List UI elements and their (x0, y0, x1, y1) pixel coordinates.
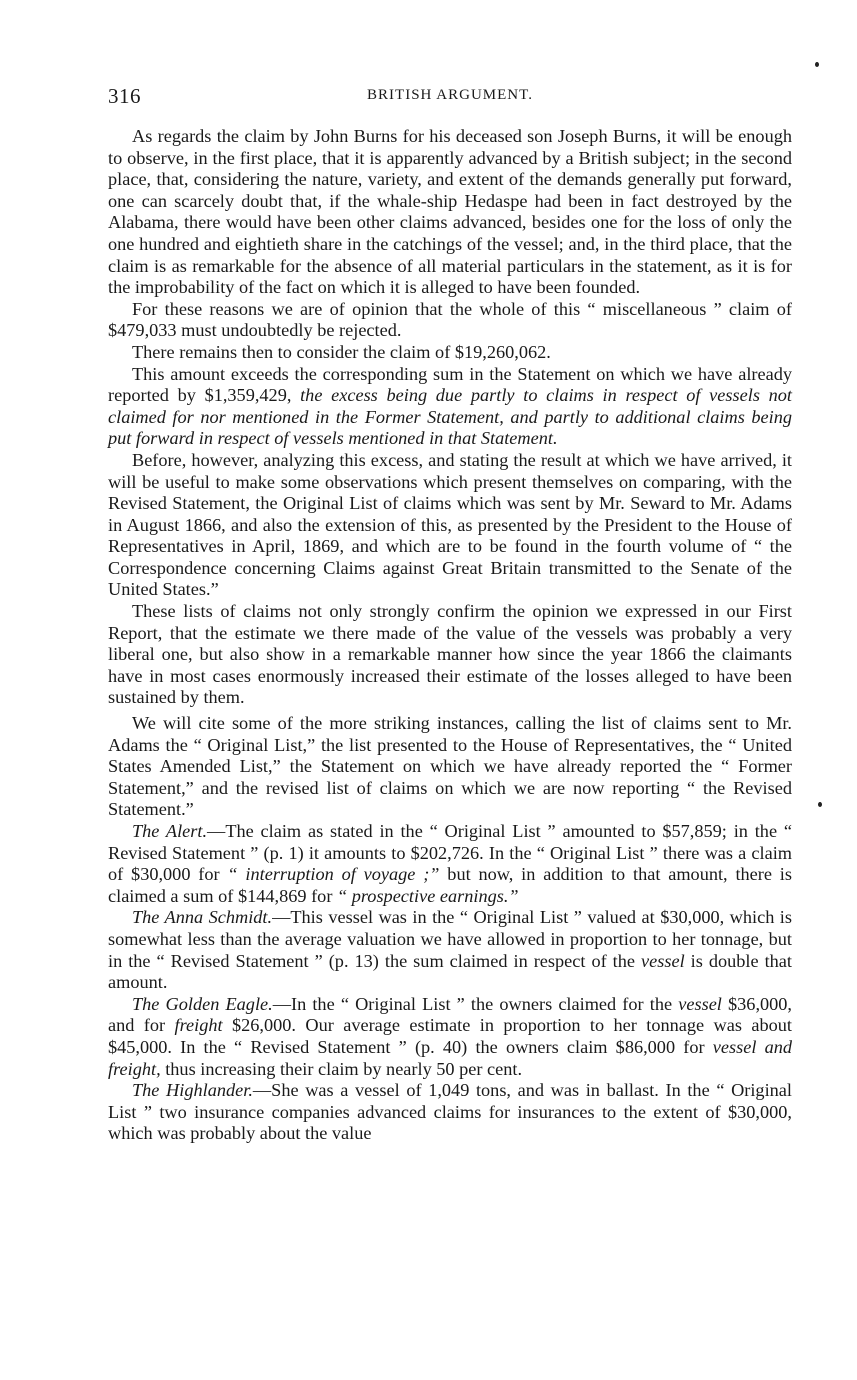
paragraph-remaining-claim: There remains then to consider the claim of $19,260,062. (132, 341, 551, 362)
running-head: BRITISH ARGUMENT. (367, 87, 533, 103)
golden-eagle-text-4: thus increasing their claim by nearly 50 per cent. (160, 1058, 523, 1079)
golden-eagle-italic-2: freight (174, 1015, 223, 1036)
alert-italic-1: “ interruption of voyage ;” (227, 864, 440, 885)
paragraph-original-list: Before, however, analyzing this excess, and stating the result at which we have arrived, it will be useful to make some observations which present themselves on comparing, with the Revised Statement, the Original List of claims which was sent by Mr. Seward to Mr. Adams in August 1866, and also the extension of this, as presented by the President to the House of Representatives in April, 1869, and which are to be found in the fourth volume of “ the Correspondence concerning Claims against Great Britain transmitted to the Senate of the United States.” (108, 449, 792, 600)
page-number: 316 (108, 84, 141, 108)
ink-speck-right-margin (818, 802, 822, 807)
paragraph-alert (108, 821, 792, 907)
ship-name-golden-eagle: The Golden Eagle. (132, 993, 273, 1014)
document-page (108, 84, 792, 1145)
anna-schmidt-text-2: is double that amount. (108, 950, 792, 993)
golden-eagle-text-3: $26,000. Our average estimate in proportion to her tonnage was about $45,000. In the “ Revised Statement ” (p. 40) the owners claim $86,000 for (108, 1015, 792, 1057)
alert-italic-2: “ prospective earnings.” (336, 885, 519, 906)
paragraph-lists-confirm: These lists of claims not only strongly confirm the opinion we expressed in our First Report, that the estimate we there made of the value of the vessels was probably a very liberal one, but also show in a remarkable manner how since the year 1866 the claimants have in most cases enormously increased their estimate of the losses alleged to have been sustained by them. (108, 601, 792, 708)
paragraph-instances-cited: We will cite some of the more striking instances, calling the list of claims sent to Mr. Adams the “ Original List,” the list presented to the House of Representatives, the “ United States Amended List,” the Statement on which we have already reported the “ Former Statement,” and the revised list of claims on which we are now reporting “ the Revised Statement.” (108, 713, 792, 820)
alert-text-2: but now, in addition to that amount, there is claimed a sum of $144,869 for (108, 864, 792, 906)
excess-italic-text: the excess being due partly to claims in respect of vessels not claimed for nor mentioned in the Former Statement, and partly to additional claims being put forward in respect of vessels mentioned in that Statement. (108, 385, 792, 449)
golden-eagle-italic-3: vessel and freight, (108, 1036, 792, 1079)
ship-name-alert: The Alert. (132, 821, 208, 841)
excess-text: This amount exceeds the corresponding sum in the Statement on which we have already reported by $1,359,429, (108, 363, 792, 406)
paragraph-highlander (108, 1080, 792, 1145)
paragraph-golden-eagle (108, 994, 792, 1080)
ship-name-anna-schmidt: The Anna Schmidt. (132, 907, 273, 928)
paragraph-anna-schmidt (108, 907, 792, 993)
ink-speck-top-right (815, 62, 819, 67)
page-header (108, 84, 792, 114)
anna-schmidt-text-1: —This vessel was in the “ Original List ” valued at $30,000, which is somewhat less than the average valuation we have allowed in proportion to her tonnage, but in the “ Revised Statement ” (p. 13) the sum claimed in respect of the (108, 907, 792, 971)
ship-name-highlander: The Highlander. (132, 1080, 253, 1101)
anna-schmidt-italic: vessel (641, 950, 685, 971)
paragraph-miscellaneous-claim: For these reasons we are of opinion that the whole of this “ miscellaneous ” claim of $479,033 must undoubtedly be rejected. (108, 298, 792, 341)
alert-text-1: —The claim as stated in the “ Original List ” amounted to $57,859; in the “ Revised Statement ” (p. 1) it amounts to $202,726. In the “ Original List ” there was a claim of $30,000 for (108, 821, 792, 885)
paragraph-burns-claim: As regards the claim by John Burns for his deceased son Joseph Burns, it will be enough to observe, in the first place, that it is apparently advanced by a British subject; in the second place, that, considering the nature, variety, and extent of the demands generally put forward, one can scarcely doubt that, if the whale-ship Hedaspe had been in fact destroyed by the Alabama, there would have been other claims advanced, besides one for the loss of only the one hundred and eightieth share in the catchings of the vessel; and, in the third place, that the claim is as remarkable for the absence of all material particulars in the statement, as it is for the improbability of the fact on which it is alleged to have been founded. (108, 126, 792, 298)
golden-eagle-text-1: —In the “ Original List ” the owners claimed for the (272, 993, 679, 1014)
body-text (108, 126, 792, 1145)
golden-eagle-italic-1: vessel (678, 993, 722, 1014)
golden-eagle-text-2: $36,000, and for (108, 993, 793, 1036)
paragraph-excess-amount (108, 364, 792, 450)
highlander-text: —She was a vessel of 1,049 tons, and was in ballast. In the “ Original List ” two insurance companies advanced claims for insurances to the extent of $30,000, which was probably about the value (108, 1080, 792, 1144)
